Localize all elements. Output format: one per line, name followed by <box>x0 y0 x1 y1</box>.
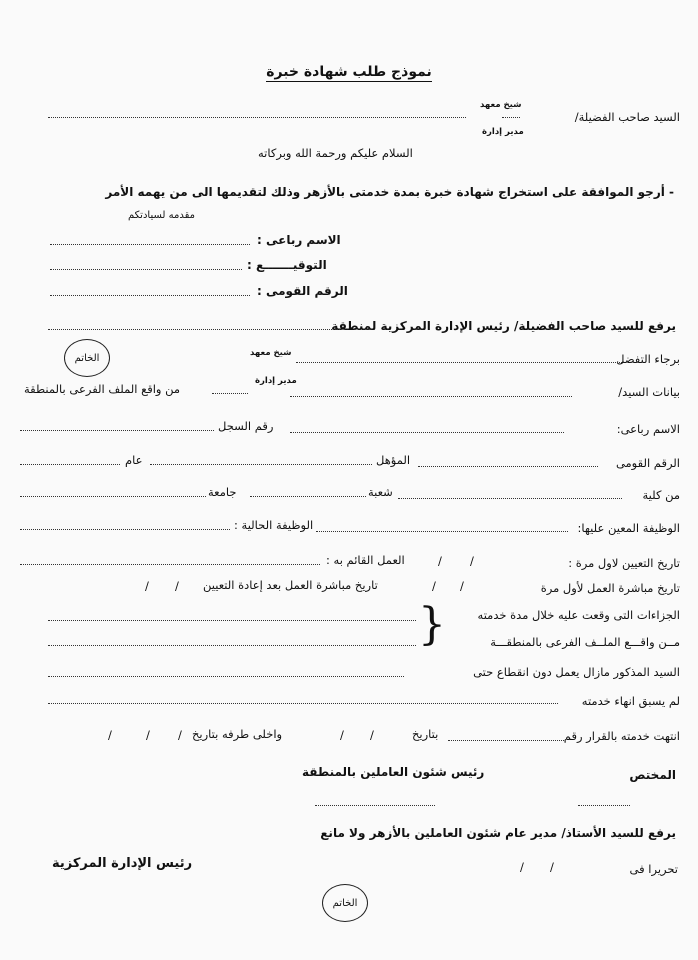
national-id-label: الرقم القومى : <box>257 284 348 298</box>
national-id-field-2[interactable] <box>418 466 598 467</box>
please-label: برجاء التفضل <box>616 352 680 366</box>
hr-head-signature-field[interactable] <box>315 805 435 806</box>
penalties-field[interactable] <box>48 620 416 621</box>
appointed-job-label: الوظيفة المعين عليها: <box>577 521 680 535</box>
addressee-field[interactable] <box>48 117 466 118</box>
still-working-label: السيد المذكور مازال يعمل دون انقطاع حتى <box>473 665 680 679</box>
addressee-label: السيد صاحب الفضيلة/ <box>574 110 680 124</box>
qualification-field[interactable] <box>150 464 372 465</box>
university-label: جامعة <box>208 485 237 499</box>
date-slash: / <box>470 554 474 568</box>
hr-head-label: رئيس شئون العاملين بالمنطقة <box>302 765 485 779</box>
year-label: عام <box>125 453 143 467</box>
data-field[interactable] <box>290 396 572 397</box>
still-working-field[interactable] <box>48 676 404 677</box>
appointed-job-field[interactable] <box>316 531 568 532</box>
full-name-field[interactable] <box>290 432 564 433</box>
division-label: شعبة <box>368 485 393 499</box>
full-name-label: الاسم رباعى: <box>616 422 680 436</box>
stamp-circle <box>64 339 110 377</box>
penalties-field-2[interactable] <box>48 645 416 646</box>
ended-label: انتهت خدمته بالقرار رقم <box>563 729 680 743</box>
date-slash: / <box>145 579 149 593</box>
date-slash: / <box>438 554 442 568</box>
year-field[interactable] <box>20 464 120 465</box>
date-slash: / <box>175 579 179 593</box>
central-head-label: رئيس الإدارة المركزية <box>52 856 193 871</box>
date-slash: / <box>146 728 150 742</box>
no-end-label: لم يسبق انهاء خدمته <box>581 694 680 708</box>
from-file-label: من واقع الملف الفرعى بالمنطقة <box>24 382 181 396</box>
on-date-label: بتاريخ <box>412 727 439 741</box>
date-slash: / <box>340 728 344 742</box>
written-on-label: تحريرا فى <box>629 862 678 876</box>
request-text: - أرجو الموافقة على استخراج شهادة خبرة بمدة خدمتى بالأزهر وذلك لتقديمها الى من يهمه الأمر <box>105 185 674 199</box>
national-id-label-2: الرقم القومى <box>615 456 680 470</box>
current-job-label: الوظيفة الحالية : <box>234 518 314 532</box>
from-file-field[interactable] <box>212 393 248 394</box>
side-label-bottom-2: مدير إدارة <box>255 376 297 386</box>
penalties-label: الجزاءات التى وقعت عليه خلال مدة خدمته <box>477 608 680 622</box>
submitted-by: مقدمه لسيادتكم <box>128 210 196 221</box>
date-slash: / <box>370 728 374 742</box>
form-title: نموذج طلب شهادة خبرة <box>266 64 432 80</box>
date-slash: / <box>432 579 436 593</box>
decree-number-field[interactable] <box>448 740 564 741</box>
qualification-label: المؤهل <box>376 453 411 467</box>
division-field[interactable] <box>250 496 366 497</box>
signature-label: التوقيـــــــع : <box>247 258 327 272</box>
university-field[interactable] <box>20 496 206 497</box>
stamp-label: الخاتم <box>74 352 100 364</box>
please-field[interactable] <box>296 362 622 363</box>
no-end-field[interactable] <box>48 703 558 704</box>
signature-field[interactable] <box>50 269 242 270</box>
section1-heading: يرفع للسيد صاحب الفضيلة/ رئيس الإدارة المركزية لمنطقة <box>331 319 676 333</box>
addressee-field-2[interactable] <box>502 117 520 118</box>
brace-icon: { <box>418 599 446 650</box>
register-no-label: رقم السجل <box>218 419 274 433</box>
date-slash: / <box>520 860 524 874</box>
greeting: السلام عليكم ورحمة الله وبركاته <box>258 146 413 160</box>
from-file-label-2: مــن واقـــع الملــف الفرعى بالمنطقـــة <box>490 635 680 649</box>
name-label: الاسم رباعى : <box>257 233 341 247</box>
side-label-bottom: مدير إدارة <box>482 127 524 137</box>
stamp-label: الخاتم <box>332 897 358 909</box>
side-label-top-2: شيخ معهد <box>250 348 292 358</box>
national-id-field[interactable] <box>50 295 250 296</box>
faculty-label: من كلية <box>642 488 680 502</box>
faculty-field[interactable] <box>398 498 622 499</box>
name-field[interactable] <box>50 244 250 245</box>
side-label-top: شيخ معهد <box>480 100 522 110</box>
cleared-label: واخلى طرفه بتاريخ <box>192 727 283 741</box>
section1-region-field[interactable] <box>48 329 340 330</box>
specialist-label: المختص <box>629 768 676 782</box>
specialist-signature-field[interactable] <box>578 805 630 806</box>
work-done-field[interactable] <box>20 564 320 565</box>
date-slash: / <box>550 860 554 874</box>
current-job-field[interactable] <box>20 529 230 530</box>
date-slash: / <box>178 728 182 742</box>
first-start-label: تاريخ مباشرة العمل لأول مرة <box>540 581 680 595</box>
register-no-field[interactable] <box>20 430 214 431</box>
section2-heading: يرفع للسيد الأستاذ/ مدير عام شئون العاملين بالأزهر ولا مانع <box>320 826 676 840</box>
stamp-circle <box>322 884 368 922</box>
restart-label: تاريخ مباشرة العمل بعد إعادة التعيين <box>203 578 378 592</box>
first-appointment-label: تاريخ التعيين لاول مرة : <box>568 556 680 570</box>
date-slash: / <box>460 579 464 593</box>
work-done-label: العمل القائم به : <box>326 553 405 567</box>
data-label: بيانات السيد/ <box>618 385 680 399</box>
date-slash: / <box>108 728 112 742</box>
